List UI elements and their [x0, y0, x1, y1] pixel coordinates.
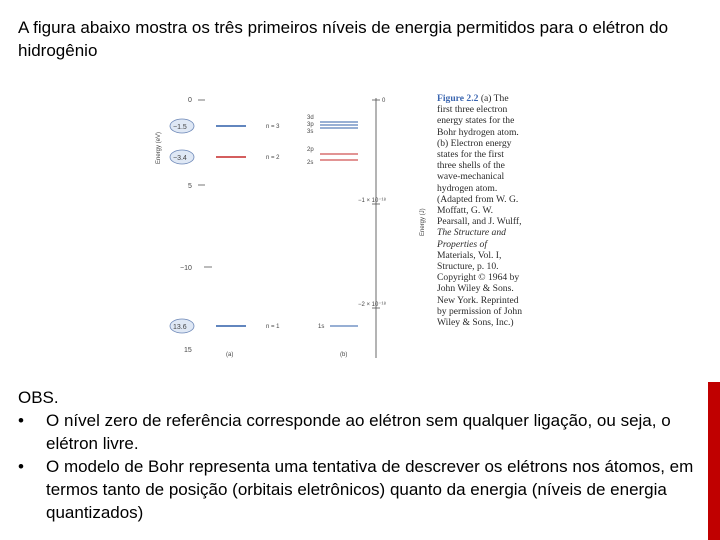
- caption-line: Bohr hydrogen atom.: [437, 126, 519, 138]
- caption-line: hydrogen atom.: [437, 182, 498, 194]
- bullet-symbol: •: [18, 411, 24, 430]
- panel-a-tick-5: 5: [188, 183, 192, 190]
- panel-a-tick-0: 0: [188, 97, 192, 104]
- caption-line: (b) Electron energy: [437, 137, 512, 149]
- panel-b-label: (b): [340, 352, 348, 358]
- caption-line: (Adapted from W. G.: [437, 193, 519, 205]
- level-label-1s: 1s: [318, 324, 325, 330]
- caption-line: Structure, p. 10.: [437, 261, 499, 273]
- caption-line: wave-mechanical: [437, 171, 505, 183]
- circled-value-n2: −3.4: [173, 155, 187, 162]
- caption-line: New York. Reprinted: [437, 294, 519, 306]
- observations: [18, 386, 698, 524]
- caption-line: Copyright © 1964 by: [437, 272, 520, 284]
- caption-line: Moffatt, G. W.: [437, 205, 494, 217]
- level-label-3s: 3s: [307, 129, 314, 135]
- circled-value-n3: −1.5: [173, 124, 187, 131]
- caption-line: Wiley & Sons, Inc.): [437, 317, 514, 329]
- level-label-n3: n = 3: [266, 124, 280, 130]
- caption-line: energy states for the: [437, 115, 515, 127]
- level-label-2s: 2s: [307, 160, 314, 166]
- level-label-2p: 2p: [307, 147, 314, 153]
- caption-line: first three electron: [437, 104, 508, 116]
- figure-caption: [437, 93, 537, 328]
- caption-line: Pearsall, and J. Wulff,: [437, 216, 522, 228]
- obs-label: OBS.: [18, 388, 59, 407]
- panel-b-tick-2: −2 × 10⁻¹⁸: [357, 302, 387, 308]
- caption-line: states for the first: [437, 149, 504, 161]
- bullet-list: [18, 409, 698, 524]
- level-label-n2: n = 2: [266, 155, 280, 161]
- caption-line: John Wiley & Sons.: [437, 283, 514, 295]
- panel-b-tick-1: −1 × 10⁻¹⁸: [357, 198, 387, 204]
- level-label-n1: n = 1: [266, 324, 280, 330]
- caption-line: (a) The: [480, 93, 509, 104]
- panel-b-axis-label: Energy (J): [420, 208, 426, 236]
- level-label-3d: 3d: [307, 115, 314, 121]
- panel-a-tick-10: −10: [180, 265, 192, 272]
- panel-a-axis-label: Energy (eV): [156, 131, 162, 164]
- panel-a-label: (a): [226, 352, 234, 358]
- caption-line: Properties of: [437, 238, 488, 250]
- panel-b-tick-0: 0: [382, 98, 386, 104]
- bullet-item: [18, 455, 698, 524]
- bullet-symbol: •: [18, 457, 24, 476]
- caption-line: three shells of the: [437, 160, 505, 172]
- circled-value-n1: 13.6: [173, 324, 187, 331]
- bullet-item: [18, 409, 698, 455]
- caption-fig-number: Figure 2.2: [437, 93, 479, 104]
- bullet-text: O modelo de Bohr representa uma tentativa de descrever os elétrons nos átomos, em termos tanto de posição (orbitais eletrônicos) quanto da energia (níveis de energia quantizados): [46, 457, 694, 522]
- caption-line: The Structure and: [437, 227, 506, 239]
- caption-line: Materials, Vol. I,: [437, 249, 502, 261]
- level-label-3p: 3p: [307, 122, 314, 128]
- panel-a-tick-15: 15: [184, 347, 192, 354]
- caption-line: by permission of John: [437, 305, 523, 317]
- bullet-text: O nível zero de referência corresponde ao elétron sem qualquer ligação, ou seja, o elétron livre.: [46, 411, 671, 453]
- slide-title: A figura abaixo mostra os três primeiros níveis de energia permitidos para o elétron do hidrogênio: [18, 18, 669, 60]
- accent-bar: [708, 382, 720, 540]
